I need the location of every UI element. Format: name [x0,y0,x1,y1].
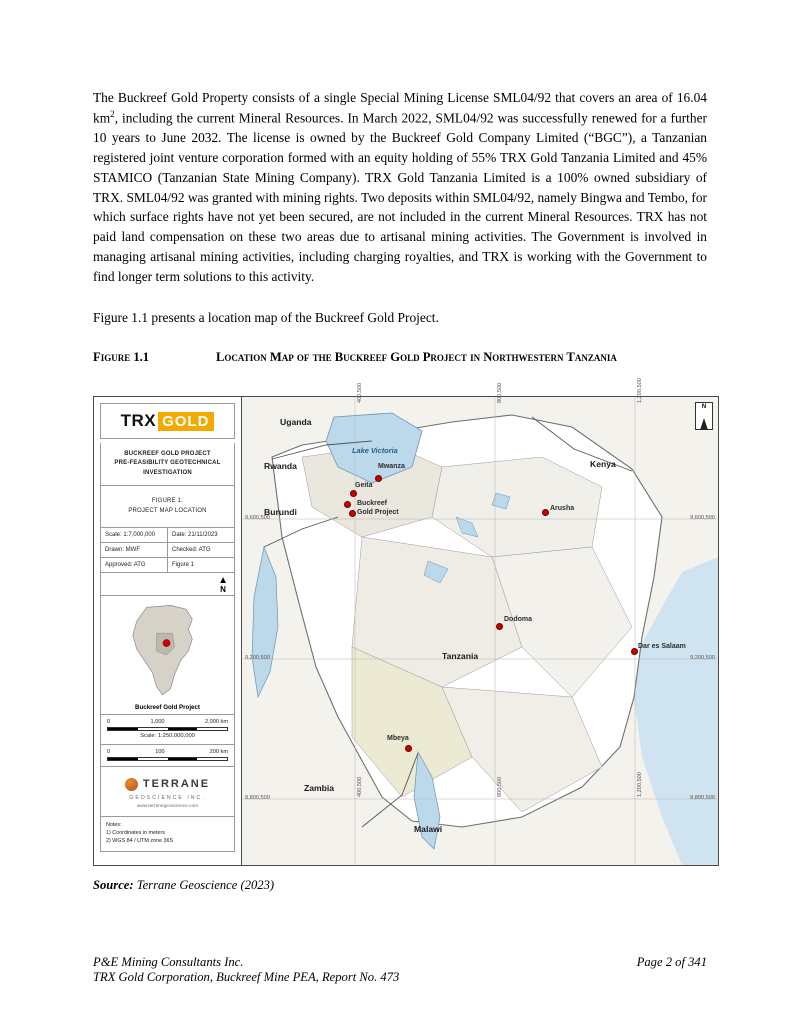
project-title-line-3: INVESTIGATION [143,469,192,476]
inset-scale-tick-0: 0 [107,719,111,726]
grid-label-bottom-1: 400,500 [357,776,363,797]
city-dot-arusha [542,509,549,516]
city-dot-mbeya [405,745,412,752]
map-north-label: N [701,404,707,410]
map-label-kenya: Kenya [590,459,616,469]
map-label-malawi: Malawi [414,824,443,834]
project-title-block [100,443,235,486]
terrane-logo [100,767,235,817]
map-label-lake-victoria: Lake Victoria [352,446,398,455]
map-label-dar-es-salaam: Dar es Salaam [638,643,686,650]
city-dot-dodoma [496,623,503,630]
map-scalebar-graphic [107,757,228,761]
source-text: Terrane Geoscience (2023) [136,878,275,892]
figure-title-text: Location Map of the Buckreef Gold Project in Northwestern Tanzania [216,350,617,364]
map-legend-panel [94,397,242,865]
map-label-geita: Geita [355,482,373,489]
africa-inset-map [100,596,235,715]
meta-scale: Scale: 1:7,000,000 [105,532,156,539]
grid-label-right-2: 9,200,500 [690,655,715,661]
africa-inset-caption: Buckreef Gold Project [135,704,200,712]
north-arrow-label: N [220,585,226,595]
map-canvas [242,378,718,865]
map-svg [242,397,718,865]
terrane-subtitle: GEOSCIENCE INC. [129,795,206,802]
project-title-line-2: PRE-FEASIBILITY GEOTECHNICAL [114,460,221,467]
map-label-burundi: Burundi [264,507,297,517]
footer-company: P&E Mining Consultants Inc. [93,955,244,969]
grid-label-bottom-3: 1,200,500 [637,772,643,797]
logo-gold-text: GOLD [158,412,214,431]
map-notes [100,817,235,851]
meta-checked: Checked: ATG [167,543,234,557]
map-north-arrow-icon [695,402,713,430]
meta-drawn: Drawn: MWF [105,547,140,554]
terrane-name: TERRANE [142,778,211,791]
grid-label-top-1: 400,500 [357,382,363,403]
map-scale-tick-1: 100 [155,749,165,756]
inset-scalebar [100,715,235,745]
grid-label-top-3: 1,200,500 [637,378,643,403]
paragraph-1 [93,88,707,287]
grid-label-left-1: 9,600,500 [245,515,270,521]
meta-date: Date: 21/11/2023 [167,528,234,542]
north-arrow-icon: ▲ N [218,575,228,595]
logo-trx-text: TRX [120,411,157,430]
inset-scale-tick-1: 1,000 [150,719,165,726]
city-dot-dar-es-salaam [631,648,638,655]
meta-figure: Figure 1 [167,558,234,572]
meta-approved: Approved: ATG [105,562,146,569]
note-1: 1) Coordinates in meters [106,830,166,837]
paragraph-1-part1: The Buckreef Gold Property consists of a single Special Mining License SML04/92 that covers an area of 16.04 km [93,90,707,126]
source-prefix: Source: [93,878,134,892]
map-label-tanzania: Tanzania [442,651,479,661]
figure-title [93,348,707,366]
map-label-arusha: Arusha [550,505,575,512]
trx-gold-logo [100,403,235,439]
map-label-buckreef-line1: Buckreef [357,500,387,507]
site-dot-buckreef-1 [344,501,351,508]
map-label-uganda: Uganda [280,417,312,427]
legend-north-arrow-block [100,573,235,596]
grid-label-bottom-2: 800,500 [497,776,503,797]
paragraph-1-superscript: 2 [110,108,115,119]
grid-label-left-2: 9,200,500 [245,655,270,661]
site-dot-buckreef-2 [349,510,356,517]
map-label-mwanza: Mwanza [378,463,405,470]
map-label-zambia: Zambia [304,783,335,793]
footer-page-number: Page 2 of 341 [636,955,707,969]
map-scale-tick-2: 200 km [209,749,228,756]
paragraph-2: Figure 1.1 presents a location map of the Buckreef Gold Project. [93,310,439,325]
figure-number: Figure 1.1 [93,350,150,364]
figure-source [93,878,274,893]
map-label-mbeya: Mbeya [387,735,409,742]
inset-scale-tick-2: 2,000 km [204,719,228,726]
grid-label-right-3: 8,800,500 [690,795,715,801]
project-title-line-1: BUCKREEF GOLD PROJECT [124,451,211,457]
note-2: 2) WGS 84 / UTM zone 36S [106,838,174,845]
notes-title: Notes: [106,822,122,829]
grid-label-top-2: 800,500 [497,382,503,403]
inset-scalebar-graphic [107,727,228,731]
terrane-url[interactable]: www.terranegeoscience.com [136,804,199,810]
meta-row-scale-date [100,528,235,543]
page-footer [93,955,707,985]
map-label-dodoma: Dodoma [504,616,532,623]
map-scale-tick-0: 0 [107,749,111,756]
footer-report-info: TRX Gold Corporation, Buckreef Mine PEA, Report No. 473 [93,970,400,984]
africa-inset-svg [101,596,234,714]
inset-scale-ratio: Scale: 1:250,000,000 [140,733,195,740]
map-label-rwanda: Rwanda [264,461,297,471]
grid-label-right-1: 9,600,500 [690,515,715,521]
figure-label-line-1: FIGURE 1: [151,497,184,504]
map-scalebar [100,745,235,767]
body-paragraphs [93,88,707,287]
terrane-globe-icon [125,778,138,791]
city-dot-geita [350,490,357,497]
city-dot-mwanza [375,475,382,482]
location-map [242,378,718,865]
meta-row-drawn-checked [100,543,235,558]
figure-label-block [100,486,235,528]
figure-label-line-2: PROJECT MAP LOCATION [128,508,207,515]
meta-row-approved-figure [100,558,235,573]
paragraph-1-part2: , including the current Mineral Resources. In March 2022, SML04/92 was successfully renewed for a further 10 years to June 2032. The license is owned by the Buckreef Gold Company Limited (“BGC”), a Tanzanian registered joint venture corporation formed with an equity holding of 55% TRX Gold Tanzania Limited and 45% STAMICO (Tanzanian State Mining Company). TRX Gold Tanzania Limited is a 100% owned subsidiary of TRX. SML04/92 was granted with mining rights. Two deposits within SML04/92, namely Bingwa and Tembo, for which surface rights have not yet been secured, are not included in the current Mineral Resources. TRX has not paid land compensation on these two areas due to artisanal mining activities. The Government is involved in managing artisanal mining activities, including charging royalties, and TRX is working with the Government to find longer term solutions to this activity. [93,110,707,284]
map-label-buckreef-line2: Gold Project [357,509,399,516]
figure-container [93,378,719,866]
grid-label-left-3: 8,800,500 [245,795,270,801]
